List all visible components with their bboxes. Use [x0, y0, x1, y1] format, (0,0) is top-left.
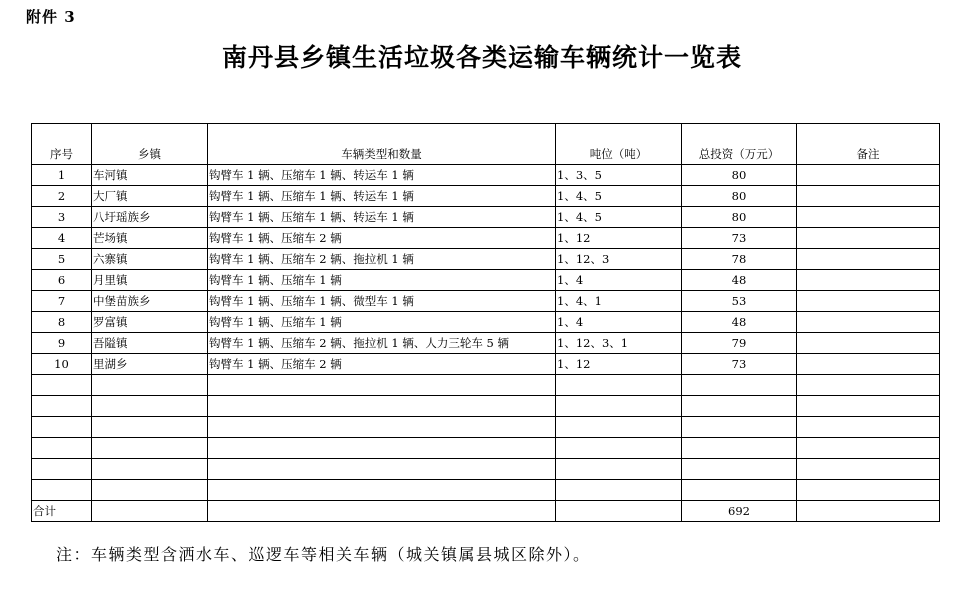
- cell-vehicles: [208, 396, 556, 417]
- cell-index: 9: [32, 333, 92, 354]
- table-row: [32, 375, 940, 396]
- cell-tonnage: 1、4、1: [556, 291, 682, 312]
- cell-town: 车河镇: [92, 165, 208, 186]
- cell-index: [32, 375, 92, 396]
- cell-tonnage: 1、4、5: [556, 207, 682, 228]
- footnote: 注：车辆类型含洒水车、巡逻车等相关车辆（城关镇属县城区除外）。: [56, 545, 591, 564]
- cell-tonnage: 1、12: [556, 228, 682, 249]
- table-row: [32, 228, 940, 249]
- total-town-cell: [92, 501, 208, 522]
- cell-vehicles: [208, 417, 556, 438]
- cell-tonnage: [556, 375, 682, 396]
- table-row: [32, 333, 940, 354]
- cell-investment: [682, 438, 797, 459]
- cell-index: [32, 417, 92, 438]
- table-body: [32, 165, 940, 501]
- cell-tonnage: 1、4: [556, 270, 682, 291]
- cell-town: 中堡苗族乡: [92, 291, 208, 312]
- cell-remarks: [797, 186, 940, 207]
- table-row: [32, 291, 940, 312]
- cell-town: [92, 438, 208, 459]
- cell-remarks: [797, 354, 940, 375]
- cell-vehicles: 钩臂车 1 辆、压缩车 1 辆、转运车 1 辆: [208, 165, 556, 186]
- cell-investment: 80: [682, 186, 797, 207]
- cell-tonnage: [556, 417, 682, 438]
- cell-index: [32, 438, 92, 459]
- cell-index: 4: [32, 228, 92, 249]
- cell-tonnage: 1、4: [556, 312, 682, 333]
- cell-town: 吾隘镇: [92, 333, 208, 354]
- cell-tonnage: 1、3、5: [556, 165, 682, 186]
- cell-investment: [682, 480, 797, 501]
- cell-remarks: [797, 207, 940, 228]
- table-row: [32, 186, 940, 207]
- cell-investment: 53: [682, 291, 797, 312]
- cell-vehicles: [208, 459, 556, 480]
- cell-index: 6: [32, 270, 92, 291]
- cell-vehicles: 钩臂车 1 辆、压缩车 2 辆: [208, 228, 556, 249]
- header-tonnage: 吨位（吨）: [556, 124, 682, 165]
- cell-investment: 48: [682, 270, 797, 291]
- table-row: [32, 417, 940, 438]
- cell-town: 里湖乡: [92, 354, 208, 375]
- cell-tonnage: 1、12、3: [556, 249, 682, 270]
- cell-town: [92, 417, 208, 438]
- cell-investment: 80: [682, 165, 797, 186]
- table-row: [32, 165, 940, 186]
- cell-remarks: [797, 333, 940, 354]
- cell-town: 八圩瑶族乡: [92, 207, 208, 228]
- cell-investment: 48: [682, 312, 797, 333]
- table-row: [32, 459, 940, 480]
- cell-remarks: [797, 165, 940, 186]
- total-label: 合计: [32, 501, 92, 522]
- cell-vehicles: 钩臂车 1 辆、压缩车 1 辆、转运车 1 辆: [208, 207, 556, 228]
- total-tonnage-cell: [556, 501, 682, 522]
- cell-vehicles: 钩臂车 1 辆、压缩车 2 辆: [208, 354, 556, 375]
- cell-town: [92, 459, 208, 480]
- cell-vehicles: [208, 438, 556, 459]
- cell-tonnage: 1、12、3、1: [556, 333, 682, 354]
- cell-vehicles: [208, 480, 556, 501]
- header-investment: 总投资（万元）: [682, 124, 797, 165]
- cell-vehicles: 钩臂车 1 辆、压缩车 2 辆、拖拉机 1 辆: [208, 249, 556, 270]
- cell-tonnage: [556, 438, 682, 459]
- cell-investment: [682, 417, 797, 438]
- attachment-label: 附件 3: [26, 8, 76, 26]
- cell-remarks: [797, 417, 940, 438]
- cell-index: 10: [32, 354, 92, 375]
- header-vehicles: 车辆类型和数量: [208, 124, 556, 165]
- cell-index: 2: [32, 186, 92, 207]
- cell-remarks: [797, 375, 940, 396]
- cell-index: [32, 459, 92, 480]
- cell-town: 六寨镇: [92, 249, 208, 270]
- cell-index: 1: [32, 165, 92, 186]
- table-row: [32, 312, 940, 333]
- cell-vehicles: [208, 375, 556, 396]
- cell-remarks: [797, 249, 940, 270]
- cell-index: 7: [32, 291, 92, 312]
- cell-remarks: [797, 312, 940, 333]
- table-row: [32, 354, 940, 375]
- cell-index: [32, 396, 92, 417]
- cell-remarks: [797, 228, 940, 249]
- total-vehicles-cell: [208, 501, 556, 522]
- table-header-row: [32, 124, 940, 165]
- cell-remarks: [797, 459, 940, 480]
- cell-investment: 80: [682, 207, 797, 228]
- cell-investment: [682, 375, 797, 396]
- cell-town: 月里镇: [92, 270, 208, 291]
- cell-investment: [682, 396, 797, 417]
- header-town: 乡镇: [92, 124, 208, 165]
- cell-town: 罗富镇: [92, 312, 208, 333]
- cell-remarks: [797, 438, 940, 459]
- cell-remarks: [797, 396, 940, 417]
- cell-town: 芒场镇: [92, 228, 208, 249]
- header-index: 序号: [32, 124, 92, 165]
- vehicle-statistics-table: [31, 123, 940, 522]
- cell-remarks: [797, 270, 940, 291]
- cell-index: 5: [32, 249, 92, 270]
- header-remarks: 备注: [797, 124, 940, 165]
- cell-tonnage: [556, 396, 682, 417]
- cell-vehicles: 钩臂车 1 辆、压缩车 2 辆、拖拉机 1 辆、人力三轮车 5 辆: [208, 333, 556, 354]
- cell-remarks: [797, 480, 940, 501]
- cell-town: [92, 480, 208, 501]
- total-investment: 692: [682, 501, 797, 522]
- table-row: [32, 249, 940, 270]
- table-row: [32, 396, 940, 417]
- cell-town: [92, 375, 208, 396]
- cell-vehicles: 钩臂车 1 辆、压缩车 1 辆: [208, 312, 556, 333]
- total-remarks-cell: [797, 501, 940, 522]
- cell-remarks: [797, 291, 940, 312]
- table-row: [32, 438, 940, 459]
- cell-vehicles: 钩臂车 1 辆、压缩车 1 辆: [208, 270, 556, 291]
- cell-investment: 79: [682, 333, 797, 354]
- cell-investment: 73: [682, 228, 797, 249]
- cell-investment: 73: [682, 354, 797, 375]
- cell-tonnage: [556, 459, 682, 480]
- cell-vehicles: 钩臂车 1 辆、压缩车 1 辆、转运车 1 辆: [208, 186, 556, 207]
- table-row: [32, 207, 940, 228]
- total-row: [32, 501, 940, 522]
- cell-investment: 78: [682, 249, 797, 270]
- cell-tonnage: 1、12: [556, 354, 682, 375]
- cell-index: [32, 480, 92, 501]
- table-row: [32, 270, 940, 291]
- cell-tonnage: 1、4、5: [556, 186, 682, 207]
- cell-index: 3: [32, 207, 92, 228]
- cell-investment: [682, 459, 797, 480]
- cell-index: 8: [32, 312, 92, 333]
- cell-town: 大厂镇: [92, 186, 208, 207]
- cell-vehicles: 钩臂车 1 辆、压缩车 1 辆、微型车 1 辆: [208, 291, 556, 312]
- document-title: 南丹县乡镇生活垃圾各类运输车辆统计一览表: [221, 43, 742, 72]
- table-row: [32, 480, 940, 501]
- cell-tonnage: [556, 480, 682, 501]
- cell-town: [92, 396, 208, 417]
